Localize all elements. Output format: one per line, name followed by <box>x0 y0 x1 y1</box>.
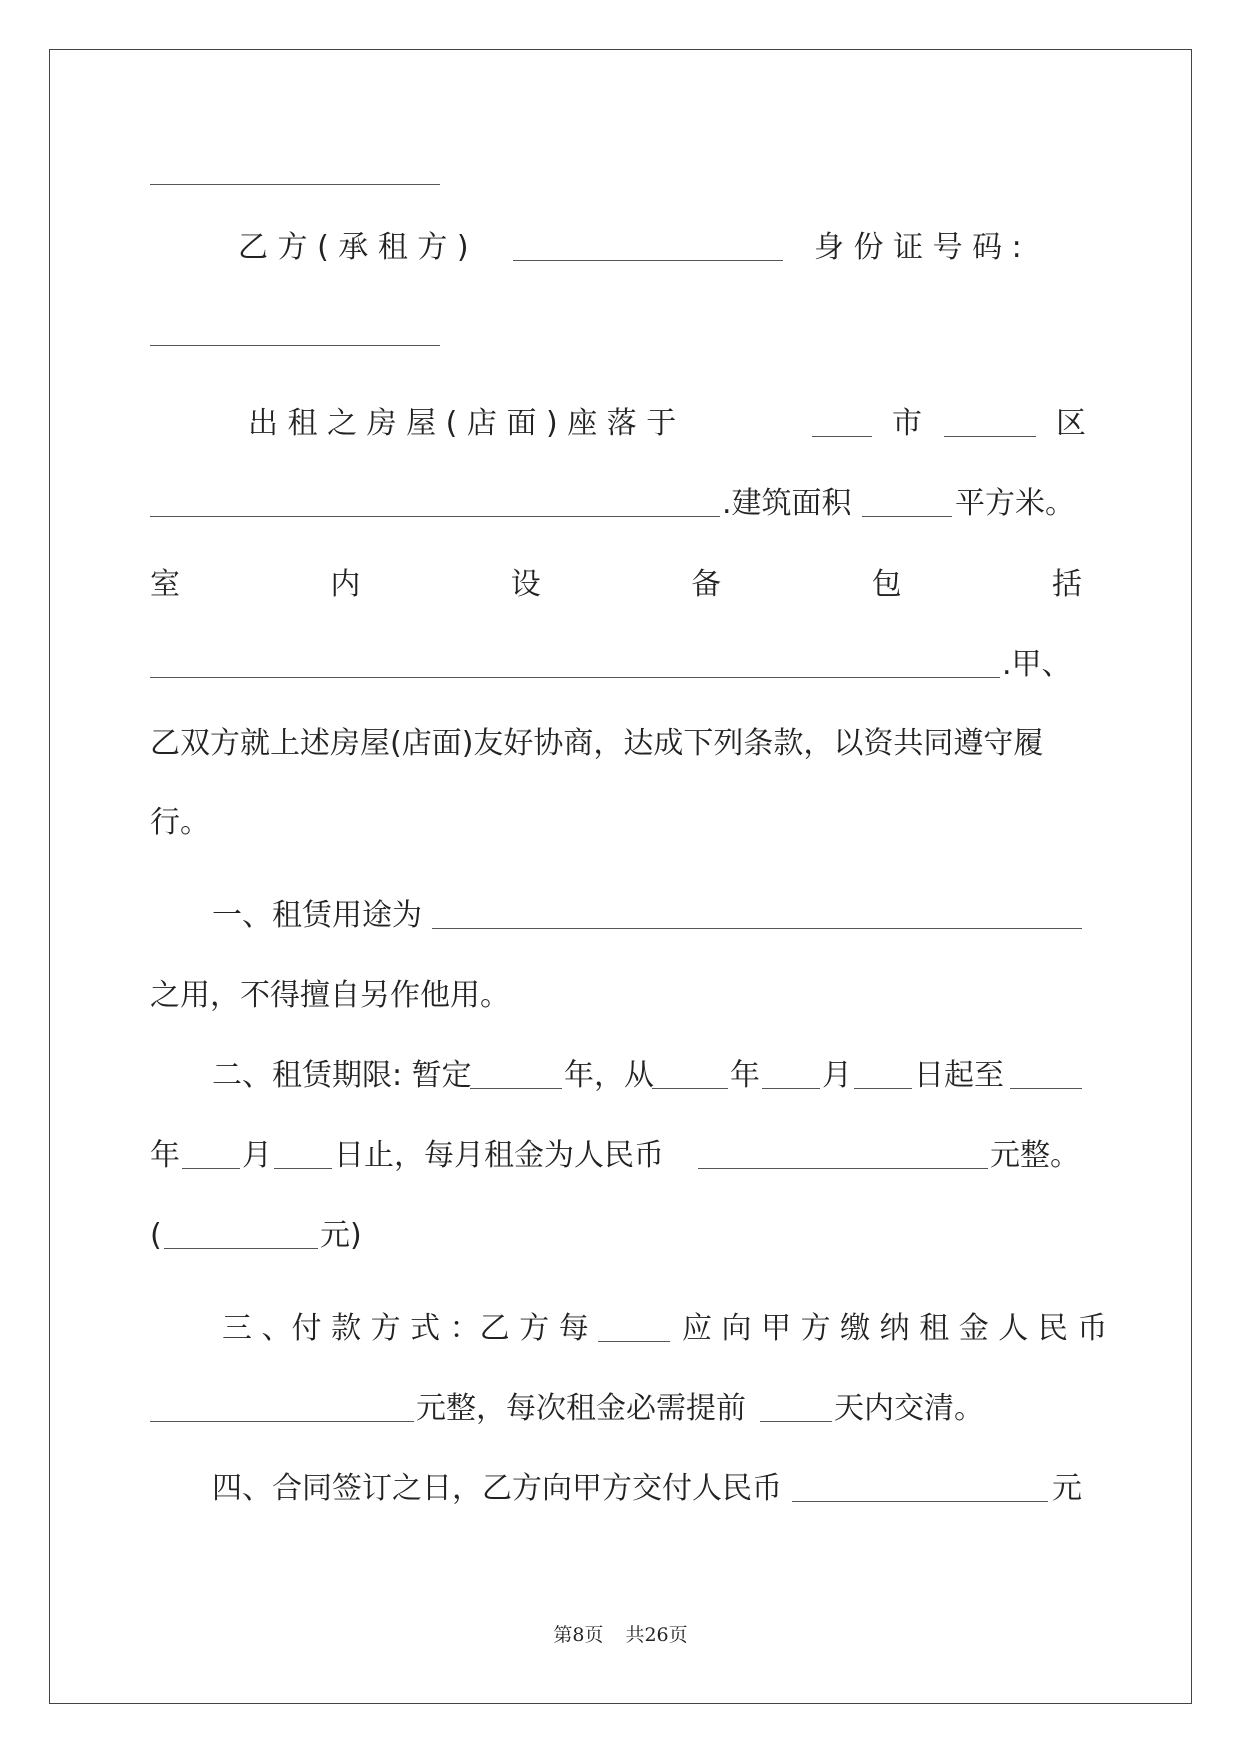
monthly-rent-blank <box>698 1142 988 1169</box>
rent-digits-blank <box>164 1222 318 1249</box>
clause-1-label: 一、租赁用途为 <box>212 898 422 933</box>
page-number: 第8页 <box>553 1624 604 1646</box>
party-a-label: .甲、 <box>1002 647 1072 682</box>
start-year-blank <box>652 1062 728 1089</box>
equipment-char: 括 <box>1051 567 1082 602</box>
monthly-rent-unit: 元整。 <box>990 1138 1080 1173</box>
id-number-blank <box>150 345 440 346</box>
clause-2-label: 二、租赁期限: 暂定 <box>212 1058 472 1093</box>
start-day-blank <box>854 1062 912 1089</box>
end-month-blank <box>182 1142 240 1169</box>
equipment-char: 设 <box>510 567 541 602</box>
area-blank <box>862 490 952 517</box>
end-year-blank <box>1010 1062 1082 1089</box>
advance-days-unit: 天内交清。 <box>834 1391 984 1426</box>
page-total: 共26页 <box>625 1624 688 1646</box>
equipment-line <box>150 565 1082 605</box>
blank-rule-top <box>150 184 440 185</box>
city-label: 市 <box>892 406 922 441</box>
id-number-label: 身 份 证 号 码 : <box>814 230 1022 265</box>
payment-amount-blank <box>150 1395 414 1422</box>
page-border <box>49 49 1192 1704</box>
agreement-line: 乙双方就上述房屋(店面)友好协商，达成下列条款，以资共同遵守履 <box>150 726 1044 761</box>
city-blank <box>812 410 872 437</box>
advance-days-blank <box>760 1395 832 1422</box>
equipment-char: 内 <box>330 567 361 602</box>
equipment-char: 包 <box>871 567 902 602</box>
start-month-blank <box>762 1062 820 1089</box>
deposit-unit: 元 <box>1052 1471 1082 1506</box>
term-years-blank <box>470 1062 562 1089</box>
equipment-blank <box>150 651 1000 678</box>
term-from-label: 年，从 <box>564 1058 654 1093</box>
clause-4-label: 四、合同签订之日，乙方向甲方交付人民币 <box>212 1471 782 1506</box>
equipment-char: 室 <box>150 567 180 602</box>
party-b-label: 乙 方 ( 承 租 方 ) <box>238 230 469 265</box>
monthly-rent-label: 日止，每月租金为人民币 <box>334 1138 664 1173</box>
area-unit: 平方米。 <box>955 486 1075 521</box>
start-day-label: 日起至 <box>914 1058 1004 1093</box>
end-day-blank <box>274 1142 332 1169</box>
location-label: 出 租 之 房 屋 ( 店 面 ) 座 落 于 <box>248 406 677 441</box>
district-blank <box>944 410 1036 437</box>
clause-3-label: 三 、付 款 方 式 ：乙 方 每 <box>222 1311 589 1346</box>
payment-advance-label: 元整，每次租金必需提前 <box>416 1391 746 1426</box>
payment-label: 应 向 甲 方 缴 纳 租 金 人 民 币 <box>682 1311 1108 1346</box>
area-label: .建筑面积 <box>722 486 852 521</box>
clause-1-tail: 之用，不得擅自另作他用。 <box>150 978 510 1013</box>
end-year-label: 年 <box>150 1138 180 1173</box>
deposit-blank <box>792 1475 1048 1502</box>
agreement-line-end: 行。 <box>150 805 210 840</box>
open-paren: ( <box>150 1218 162 1253</box>
district-label: 区 <box>1056 406 1086 441</box>
purpose-blank <box>432 902 1082 929</box>
page-footer <box>0 1623 1241 1647</box>
equipment-char: 备 <box>691 567 722 602</box>
end-month-label: 月 <box>242 1138 272 1173</box>
rent-digits-unit: 元) <box>320 1218 362 1253</box>
start-month-label: 月 <box>822 1058 852 1093</box>
payment-period-blank <box>598 1315 670 1342</box>
start-year-label: 年 <box>730 1058 760 1093</box>
party-b-name-blank <box>513 234 783 261</box>
address-blank <box>150 490 720 517</box>
